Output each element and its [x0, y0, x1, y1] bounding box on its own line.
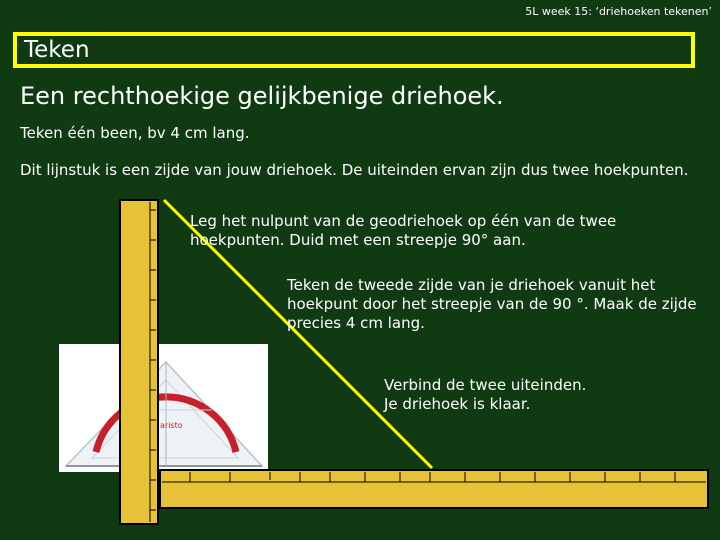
instruction-step-1: Teken één been, bv 4 cm lang.: [20, 124, 250, 142]
slide-title: Teken: [24, 37, 90, 63]
instruction-step-3: Leg het nulpunt van de geodriehoek op één van de twee hoekpunten. Duid met een streepje 90° aan.: [190, 212, 617, 249]
instruction-step-2: Dit lijnstuk is een zijde van jouw driehoek. De uiteinden ervan zijn dus twee hoekpunten.: [20, 161, 689, 179]
geodriehoek-image: [59, 344, 268, 472]
horizontal-ruler: [160, 470, 708, 508]
instruction-step-4: Teken de tweede zijde van je driehoek vanuit het hoekpunt door het streepje van de 90 °. Maak de zijde precies 4 cm lang.: [287, 276, 697, 332]
instruction-step-5-line-2: Je driehoek is klaar.: [384, 395, 531, 413]
instruction-step-5-line-1: Verbind de twee uiteinden.: [384, 376, 587, 394]
vertical-ruler: [120, 200, 158, 524]
instruction-step-5: [384, 376, 684, 414]
slide-header: 5L week 15: ‘driehoeken tekenen’: [525, 5, 712, 18]
geodriehoek-brand: aristo: [160, 421, 183, 430]
slide-subtitle: Een rechthoekige gelijkbenige driehoek.: [20, 82, 504, 110]
